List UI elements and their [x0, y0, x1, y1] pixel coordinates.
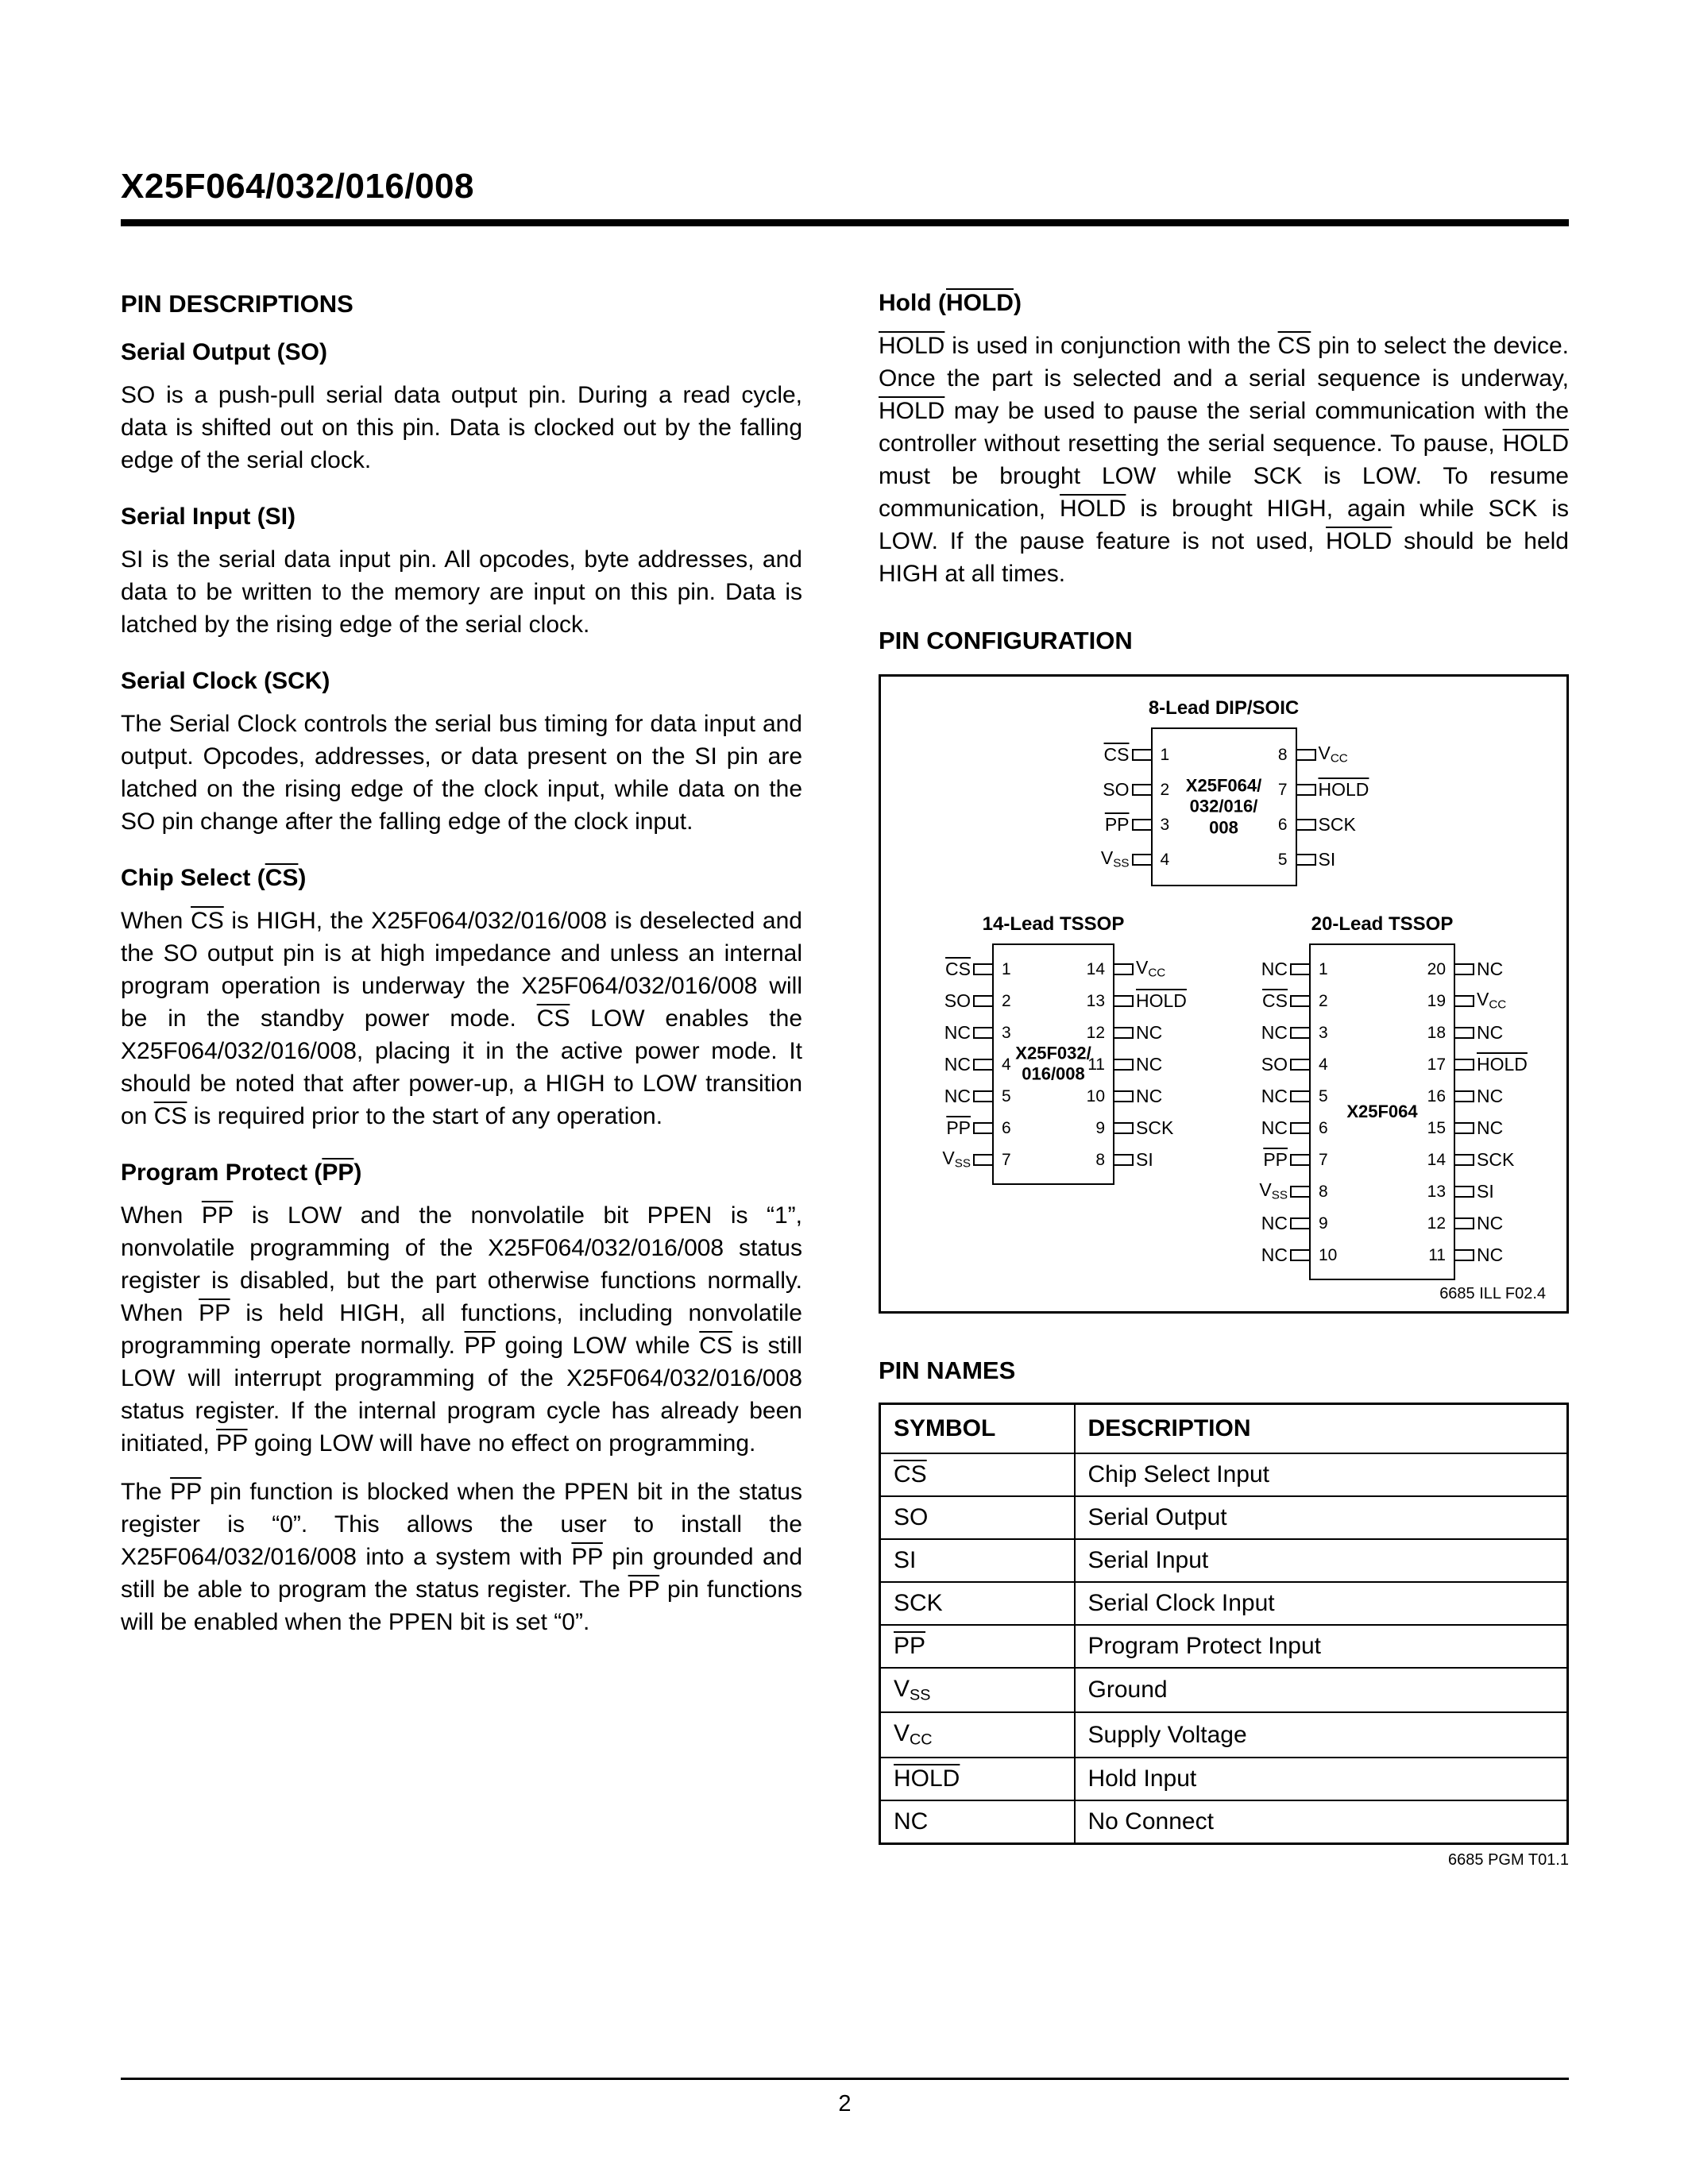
pin-label: HOLD: [1136, 990, 1187, 1011]
table-row: [880, 1800, 1568, 1844]
table-row: [880, 1496, 1568, 1539]
pin-row: [1219, 953, 1546, 985]
pin-stub: [1132, 854, 1153, 866]
pin-label: SCK: [1136, 1117, 1174, 1138]
pin-number: 1: [1002, 959, 1011, 978]
pin-stub: [1454, 1249, 1474, 1261]
symbol-cell: $V_{CC}$: [880, 1712, 1075, 1757]
subsection-heading-hold: Hold (HOLD): [879, 290, 1022, 316]
pin-stub: [1290, 1249, 1311, 1261]
table-row: [880, 1758, 1568, 1800]
pin-row: [1219, 985, 1546, 1017]
package-diagram: [902, 943, 1205, 1185]
pin-number: 14: [1086, 959, 1105, 978]
paragraph-chip-select: When $\overline{CS}$ is HIGH, the X25F064/032/016/008 is deselected and the SO output pin is at high impedance and unless an internal program operation is underway the X25F064/032/016/008 will be in the standby power mode. $\overline{CS}$ LOW enables the X25F064/032/016/008, placing it in the active power mode. It should be noted that after power-up, a HIGH to LOW transition on $\overline{CS}$ is required prior to the start of any operation.: [121, 908, 803, 1129]
pin-label: $V_{SS}$: [942, 1148, 971, 1171]
pin-number: 6: [1002, 1118, 1011, 1137]
pin-stub: [973, 1059, 994, 1071]
pin-stub: [1113, 1059, 1134, 1071]
pin-label: NC: [1261, 1117, 1288, 1138]
pin-row: [1219, 1239, 1546, 1271]
pin-row: [1219, 1144, 1546, 1175]
pin-label: $\overline{CS}$: [1103, 743, 1130, 765]
pin-label: SI: [1318, 848, 1336, 870]
pin-stub: [1113, 995, 1134, 1007]
pin-stub: [973, 1154, 994, 1166]
description-cell: Serial Input: [1075, 1539, 1568, 1582]
chip-label-line: X25F064: [1346, 1101, 1418, 1121]
pin-number: 1: [1160, 745, 1170, 764]
pin-label: HOLD: [1477, 1053, 1528, 1075]
symbol-cell: SCK: [880, 1582, 1075, 1625]
pin-number: 9: [1319, 1214, 1328, 1233]
pin-number: 6: [1277, 815, 1288, 834]
pin-label: NC: [1136, 1021, 1163, 1043]
pin-number: 2: [1002, 991, 1011, 1010]
pin-stub: [1454, 1122, 1474, 1134]
pin-label: SCK: [1477, 1148, 1515, 1170]
pin-stub: [1290, 1217, 1311, 1229]
table-header-row: [880, 1404, 1568, 1454]
subsection-heading-serial-clock: Serial Clock (SCK): [121, 668, 330, 694]
pin-number: 12: [1427, 1214, 1446, 1233]
pin-label: SCK: [1318, 813, 1356, 835]
package-title: 20-Lead TSSOP: [1311, 913, 1454, 935]
pin-stub: [1454, 1059, 1474, 1071]
pin-number: 9: [1095, 1118, 1105, 1137]
pin-row: [902, 1112, 1205, 1144]
paragraph-serial-clock: The Serial Clock controls the serial bus timing for data input and output. Opcodes, addresses, or data present on the SI pin are latched on the rising edge of the clock input, while data on the SO pin change after the falling edge of the clock input.: [121, 711, 802, 835]
subsection-heading-chip-select: Chip Select (CS): [121, 865, 307, 891]
pin-stub: [1454, 963, 1474, 975]
pin-label: SO: [1103, 778, 1130, 800]
footer-rule: [121, 2078, 1569, 2080]
pin-stub: [1113, 963, 1134, 975]
pin-label: $V_{CC}$: [1318, 743, 1348, 766]
package-title: 8-Lead DIP/SOIC: [1148, 697, 1300, 719]
pin-label: $\overline{PP}$: [1263, 1148, 1288, 1170]
pin-number: 20: [1427, 959, 1446, 978]
pin-label: NC: [1477, 1085, 1504, 1106]
pin-stub: [1454, 1027, 1474, 1039]
pin-label: SI: [1136, 1148, 1153, 1170]
pin-configuration-figure: [879, 674, 1569, 1314]
pin-stub: [1290, 1090, 1311, 1102]
table-row: [880, 1712, 1568, 1757]
description-cell: No Connect: [1075, 1800, 1568, 1844]
pin-number: 18: [1427, 1023, 1446, 1042]
pin-label: $V_{SS}$: [1100, 847, 1130, 870]
pin-row: [902, 985, 1205, 1017]
pin-stub: [1454, 995, 1474, 1007]
pin-label: $V_{SS}$: [1259, 1179, 1288, 1202]
pin-label: NC: [1261, 1244, 1288, 1265]
pin-stub: [1290, 1154, 1311, 1166]
pin-stub: [1290, 1027, 1311, 1039]
pin-label: $\overline{PP}$: [1104, 813, 1130, 835]
pin-number: 13: [1427, 1182, 1446, 1201]
pin-row: [1219, 1175, 1546, 1207]
pin-row: [902, 1144, 1205, 1175]
pin-names-table: [879, 1403, 1569, 1845]
pin-stub: [973, 1027, 994, 1039]
package-title: 14-Lead TSSOP: [982, 913, 1125, 935]
paragraph-serial-output: SO is a push-pull serial data output pin. During a read cycle, data is shifted out on this pin. Data is clocked out by the falling edge of the serial clock.: [121, 382, 802, 473]
pin-number: 7: [1277, 780, 1288, 799]
page-title: X25F064/032/016/008: [121, 167, 474, 206]
pin-label: NC: [1477, 1212, 1504, 1233]
subsection-heading-serial-input: Serial Input (SI): [121, 504, 296, 530]
figure-caption: 6685 ILL F02.4: [1439, 1285, 1546, 1302]
description-cell: Chip Select Input: [1075, 1453, 1568, 1496]
subsection-heading-serial-output: Serial Output (SO): [121, 339, 328, 365]
pin-label: NC: [1477, 1117, 1504, 1138]
pin-stub: [973, 963, 994, 975]
pin-stub: [1454, 1154, 1474, 1166]
chip-label-line: 032/016/: [1189, 796, 1258, 816]
pin-label: NC: [1136, 1085, 1163, 1106]
pin-descriptions-heading: PIN DESCRIPTIONS: [121, 290, 353, 318]
pin-stub: [1290, 963, 1311, 975]
pin-number: 4: [1319, 1055, 1328, 1074]
paragraph-program-protect-2: The $\overline{PP}$ pin function is blocked when the PPEN bit in the status register is “0”. This allows the user to install the X25F064/032/016/008 into a system with $\overline{PP}$ pin grounded and still be able to program the status register. The $\overline{PP}$ pin functions will be enabled when the PPEN bit is set “0”.: [121, 1479, 803, 1635]
symbol-cell: SO: [880, 1496, 1075, 1539]
pin-number: 8: [1095, 1150, 1105, 1169]
pin-label: NC: [1261, 958, 1288, 979]
symbol-cell: NC: [880, 1800, 1075, 1844]
package-diagram: [1219, 943, 1546, 1280]
pin-label: NC: [1477, 1244, 1504, 1265]
pin-stub: [1132, 819, 1153, 831]
pin-number: 11: [1087, 1055, 1105, 1074]
symbol-cell: HOLD: [880, 1758, 1075, 1800]
pin-label: HOLD: [1318, 778, 1369, 800]
pin-stub: [1454, 1186, 1474, 1198]
table-row: [880, 1453, 1568, 1496]
symbol-cell: SI: [880, 1539, 1075, 1582]
pin-label: SI: [1477, 1180, 1494, 1202]
pin-stub: [1296, 749, 1316, 761]
pin-label: NC: [944, 1085, 971, 1106]
pin-row: [1219, 1048, 1546, 1080]
table-row: [880, 1625, 1568, 1668]
symbol-cell: $\overline{CS}$: [880, 1453, 1075, 1496]
symbol-cell: $\overline{PP}$: [880, 1625, 1075, 1668]
pin-number: 4: [1160, 850, 1170, 869]
page-number: 2: [838, 2091, 852, 2116]
description-cell: Serial Output: [1075, 1496, 1568, 1539]
pin-number: 19: [1427, 991, 1446, 1010]
table-row: [880, 1582, 1568, 1625]
pin-label: NC: [1477, 1021, 1504, 1043]
pin-number: 16: [1427, 1086, 1446, 1106]
pin-stub: [1454, 1090, 1474, 1102]
pin-number: 17: [1427, 1055, 1446, 1074]
pin-stub: [1296, 854, 1316, 866]
symbol-header-cell: SYMBOL: [880, 1404, 1075, 1454]
description-cell: Serial Clock Input: [1075, 1582, 1568, 1625]
pin-label: NC: [944, 1053, 971, 1075]
pin-row: [1219, 1207, 1546, 1239]
pin-number: 5: [1319, 1086, 1328, 1106]
pin-stub: [1290, 1122, 1311, 1134]
pin-stub: [1296, 784, 1316, 796]
pin-number: 10: [1319, 1245, 1338, 1264]
pin-stub: [973, 1090, 994, 1102]
pin-number: 15: [1427, 1118, 1446, 1137]
pin-number: 5: [1277, 850, 1288, 869]
page-header: [121, 167, 1569, 226]
paragraph-program-protect-1: When $\overline{PP}$ is LOW and the nonvolatile bit PPEN is “1”, nonvolatile programming of the X25F064/032/016/008 status register is disabled, but the part otherwise functions normally. When $\overline{PP}$ is held HIGH, all functions, including nonvolatile programming operate normally. $\overline{PP}$ going LOW while $\overline{CS}$ is still LOW will interrupt programming of the X25F064/032/016/008 status register. If the internal program cycle has already been initiated, $\overline{PP}$ going LOW will have no effect on programming.: [121, 1202, 802, 1457]
pin-number: 8: [1277, 745, 1288, 764]
pin-number: 2: [1160, 780, 1170, 799]
pin-label: SO: [1261, 1053, 1288, 1075]
paragraph-serial-input: SI is the serial data input pin. All opcodes, byte addresses, and data to be written to the memory are input on this pin. Data is latched by the rising edge of the serial clock.: [121, 546, 802, 638]
chip-label-line: X25F032/: [1015, 1043, 1091, 1063]
pin-number: 8: [1319, 1182, 1328, 1201]
chip-label: [1151, 775, 1297, 838]
package-tssop14: [902, 913, 1205, 1185]
pin-number: 14: [1427, 1150, 1446, 1169]
pin-stub: [1454, 1217, 1474, 1229]
pin-stub: [1113, 1027, 1134, 1039]
pin-number: 11: [1428, 1245, 1446, 1264]
pin-label: NC: [1261, 1085, 1288, 1106]
pin-label: NC: [1136, 1053, 1163, 1075]
pin-label: NC: [1477, 958, 1504, 979]
pin-row: [902, 953, 1205, 985]
pin-number: 10: [1086, 1086, 1105, 1106]
pin-label: $\overline{CS}$: [1262, 990, 1288, 1011]
pin-number: 12: [1086, 1023, 1105, 1042]
pin-names-heading: PIN NAMES: [879, 1356, 1016, 1384]
pin-stub: [1296, 819, 1316, 831]
chip-label-line: 016/008: [1022, 1064, 1085, 1084]
description-cell: Ground: [1075, 1668, 1568, 1712]
chip-label: [1309, 1102, 1455, 1122]
pin-number: 13: [1086, 991, 1105, 1010]
pin-number: 3: [1002, 1023, 1011, 1042]
pin-label: NC: [944, 1021, 971, 1043]
pin-label: $\overline{CS}$: [945, 958, 971, 979]
pin-stub: [973, 1122, 994, 1134]
pin-label: NC: [1261, 1021, 1288, 1043]
pin-configuration-heading: PIN CONFIGURATION: [879, 627, 1133, 654]
pin-label: SO: [944, 990, 971, 1011]
pin-label: $\overline{PP}$: [946, 1117, 971, 1138]
description-cell: Hold Input: [1075, 1758, 1568, 1800]
description-cell: Supply Voltage: [1075, 1712, 1568, 1757]
paragraph-hold: HOLD is used in conjunction with the $\overline{CS}$ pin to select the device. Once the part is selected and a serial sequence is underway, HOLD may be used to pause the serial communication with the controller without resetting the serial sequence. To pause, HOLD must be brought LOW while SCK is LOW. To resume communication, HOLD is brought HIGH, again while SCK is LOW. If the pause feature is not used, HOLD should be held HIGH at all times.: [879, 333, 1569, 587]
pin-stub: [1113, 1154, 1134, 1166]
chip-label-line: X25F064/: [1185, 775, 1262, 796]
description-header-cell: DESCRIPTION: [1075, 1404, 1568, 1454]
pin-number: 1: [1319, 959, 1328, 978]
pin-label: $V_{CC}$: [1136, 957, 1166, 980]
pin-stub: [1290, 1186, 1311, 1198]
left-column: [121, 290, 802, 1870]
pin-number: 7: [1002, 1150, 1011, 1169]
pin-stub: [1132, 784, 1153, 796]
table-row: [880, 1668, 1568, 1712]
description-cell: Program Protect Input: [1075, 1625, 1568, 1668]
subsection-heading-program-protect: Program Protect (PP): [121, 1160, 362, 1186]
pin-row: [1219, 1017, 1546, 1048]
pin-label: $V_{CC}$: [1477, 989, 1507, 1012]
pin-number: 7: [1319, 1150, 1328, 1169]
content-columns: [121, 290, 1569, 1870]
chip-label: [992, 1044, 1114, 1086]
right-column: [879, 290, 1569, 1870]
pin-stub: [1290, 995, 1311, 1007]
symbol-cell: $V_{SS}$: [880, 1668, 1075, 1712]
pin-number: 6: [1319, 1118, 1328, 1137]
pin-row: [1060, 842, 1388, 877]
pin-number: 4: [1002, 1055, 1011, 1074]
table-row: [880, 1539, 1568, 1582]
pin-stub: [1113, 1122, 1134, 1134]
pin-stub: [1113, 1090, 1134, 1102]
package-diagram: [1060, 727, 1388, 886]
pin-names-table-head: [880, 1404, 1568, 1454]
package-dip8: [1060, 697, 1388, 886]
pin-number: 3: [1319, 1023, 1328, 1042]
pin-label: NC: [1261, 1212, 1288, 1233]
header-rule: [121, 219, 1569, 226]
tssop-packages-row: [902, 913, 1546, 1280]
pin-stub: [1132, 749, 1153, 761]
chip-label-line: 008: [1209, 817, 1238, 838]
pin-stub: [973, 995, 994, 1007]
page-footer: [121, 2078, 1569, 2117]
pin-names-table-body: [880, 1453, 1568, 1843]
table-caption: 6685 PGM T01.1: [1448, 1850, 1569, 1869]
pin-row: [1060, 737, 1388, 772]
pin-number: 3: [1160, 815, 1170, 834]
package-tssop20: [1219, 913, 1546, 1280]
pin-number: 2: [1319, 991, 1328, 1010]
pin-stub: [1290, 1059, 1311, 1071]
pin-number: 5: [1002, 1086, 1011, 1106]
